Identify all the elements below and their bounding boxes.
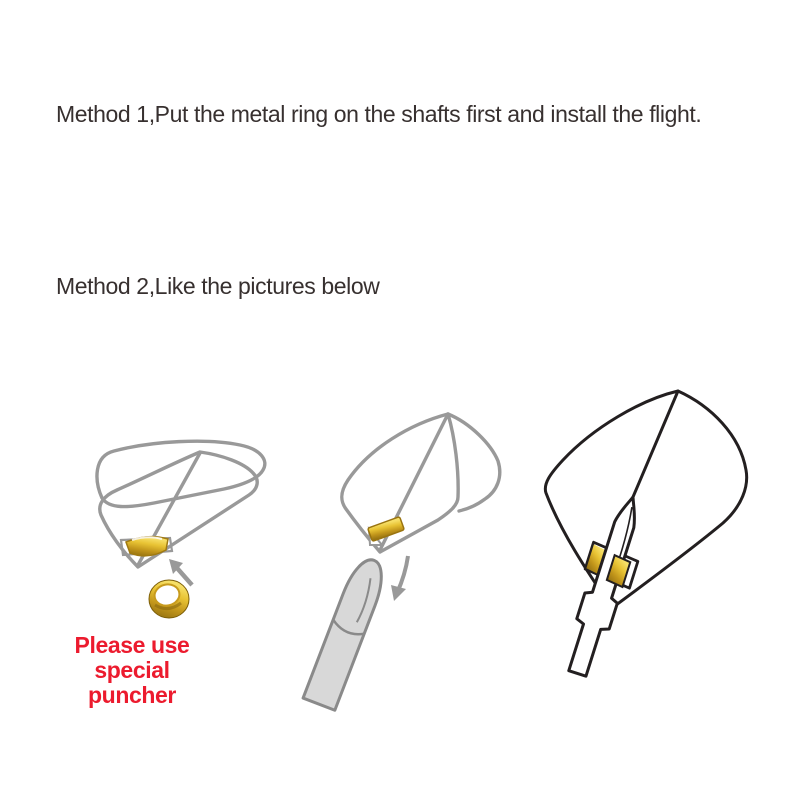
- note-line-1: Please use special: [74, 632, 190, 683]
- step1-illustration: [62, 436, 292, 636]
- method1-heading: Method 1,Put the metal ring on the shafts first and install the flight.: [56, 101, 702, 127]
- down-arrow-icon: [391, 556, 408, 601]
- flight-outline: [545, 391, 746, 608]
- step2-illustration: [298, 398, 513, 708]
- metal-ring: [149, 580, 189, 618]
- dart-shaft: [561, 492, 649, 679]
- step3-illustration: [528, 378, 773, 698]
- flight-crease-line: [633, 391, 678, 497]
- flight-back-wing-outline: [97, 441, 265, 506]
- dart-shaft-tip: [303, 554, 390, 710]
- method2-heading: Method 2,Like the pictures below: [56, 273, 380, 299]
- special-puncher-note: [36, 633, 228, 708]
- note-line-2: puncher: [88, 682, 176, 708]
